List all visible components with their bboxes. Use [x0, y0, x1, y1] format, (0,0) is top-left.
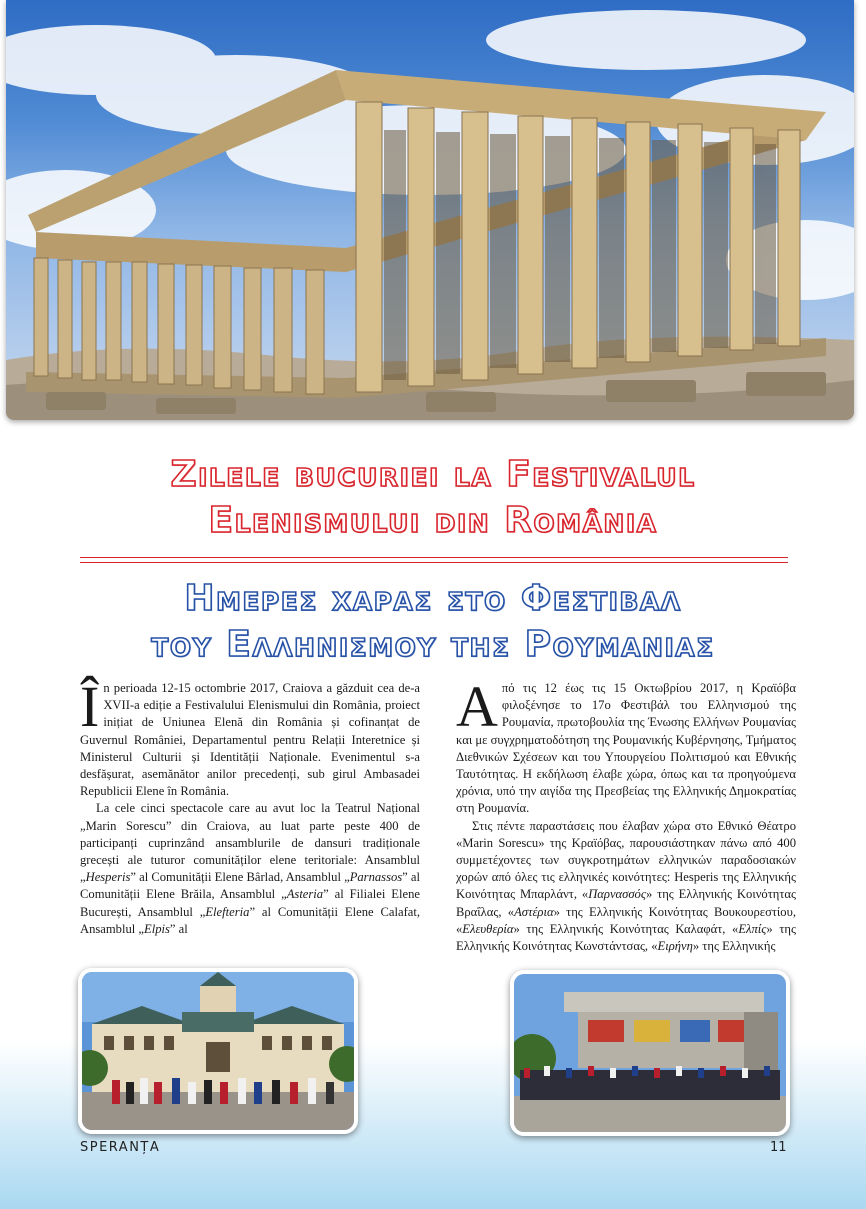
article-column-romanian — [80, 674, 421, 938]
paragraph-gr-1: Από τις 12 έως τις 15 Οκτωβρίου 2017, η Κραϊόβα φιλοξένησε το 17ο Φεστιβάλ του Ελληνισμού της Ρουμανία, πρωτοβουλία της Ένωσης Ελλήνων Ρουμανίας και με συγχρηματοδότηση της Ρουμανικής Κυβέρνησης, Τμήματος Διεθνικών Σχέσεων και του Υπουργείου Πολιτισμού και Εθνικής Ταυτότητας. Η εκδήλωση έλαβε χώρα, όπως και τα προηγούμενα χρόνια, υπό την αιγίδα της Πρεσβείας της Ελληνικής Δημοκρατίας στη Ρουμανία. — [456, 674, 796, 816]
title-divider-top — [80, 557, 788, 558]
drop-cap-ro: Î — [80, 674, 100, 739]
photo-national-theatre-group — [510, 970, 790, 1136]
paragraph-ro-1: În perioada 12-15 octombrie 2017, Craiova a găzduit cea de-a XVII-a ediție a Festivalului Elenismului din România, proiect inițiat de Uniunea Elenă din România și cofinanțat de Guvernul României, Departamentul pentru Relații Interetnice și Ministerul Culturii și Identității Naționale. Evenimentul s-a desfășurat, asemănător anilor precedenți, sub girul Ambasadei Republicii Elene în România. — [80, 674, 420, 799]
title-greek-line1: Ημερες χαρας στο Φεστιβαλ — [184, 578, 682, 619]
article-column-greek — [456, 674, 796, 955]
photo-craiova-dancers — [78, 968, 358, 1134]
title-greek-line2: του Ελληνισμου της Ρουμανιας — [151, 624, 715, 665]
paragraph-ro-2: La cele cinci spectacole care au avut loc la Teatrul Național „Marin Sorescu” din Craiova, au luat parte peste 400 de participanți cuprinzând ansamblurile de dansuri tradiționale grecești ale tuturor comunităților elene teritoriale: Ansamblul „Hesperis” al Comunității Elene Bârlad, Ansamblul „Parnassos” al Comunității Elene Brăila, Ansamblul „Asteria” al Filialei Elene București, Ansamblul „Elefteria” al Comunității Elene Calafat, Ansamblul „Elpis” al — [80, 801, 421, 936]
title-divider-bottom — [80, 562, 788, 563]
page-number: 11 — [770, 1140, 787, 1155]
hero-image — [6, 0, 854, 420]
title-greek — [0, 576, 866, 668]
parthenon-illustration — [6, 0, 854, 420]
title-romanian — [0, 452, 866, 544]
drop-cap-gr: Α — [456, 674, 498, 739]
magazine-name: SPERANȚA — [80, 1140, 161, 1155]
paragraph-gr-2: Στις πέντε παραστάσεις που έλαβαν χώρα στο Εθνικό Θέατρο «Marin Sorescu» της Κραϊόβας, παρουσιάστηκαν πάνω από 400 συμμετέχοντες των συγκροτημάτων ελληνικών παραδοσιακών χορών από όλες τις ελληνικές κοινότητες: Hesperis της Ελληνικής Κοινότητας Μπαρλάντ, «Παρνασσός» της Ελληνικής Κοινότητας Βραΐλας, «Αστέρια» της Ελληνικής Κοινότητας Βουκουρεστίου, «Ελευθερία» της Ελληνικής Κοινότητας Καλαφάτ, «Ελπίς» της Ελληνικής Κοινότητας Κωνστάντσας, «Ειρήνη» της Ελληνικής — [456, 818, 796, 954]
title-romanian-line1: Zilele bucuriei la Festivalul — [170, 454, 696, 495]
title-romanian-line2: Elenismului din România — [208, 500, 658, 541]
